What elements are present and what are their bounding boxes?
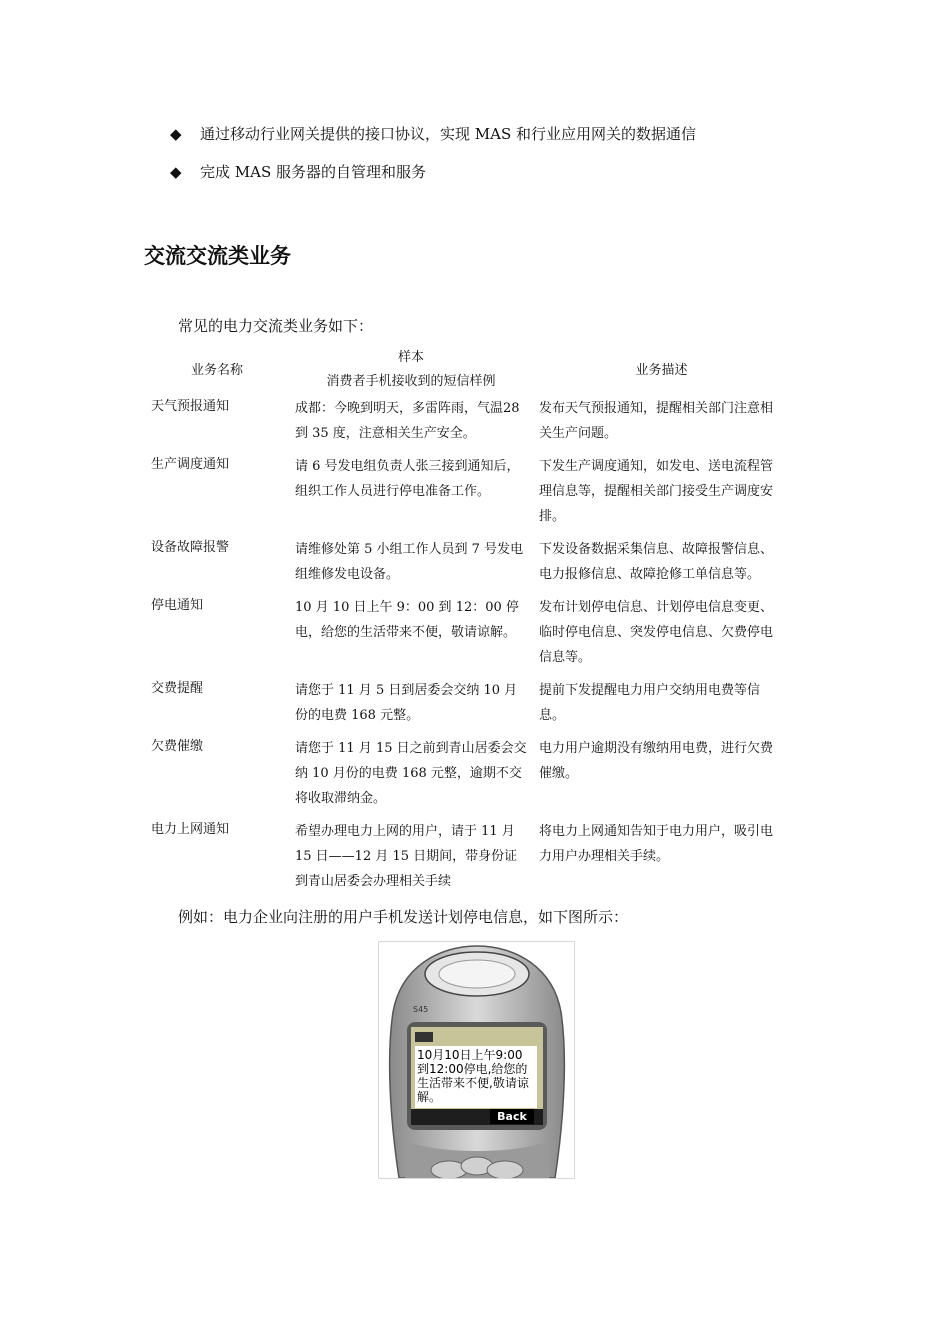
- cell-sample: 10 月 10 日上午 9：00 到 12：00 停电，给您的生活带来不便，敬请谅解。: [295, 600, 519, 640]
- diamond-bullet-icon: ◆: [170, 162, 182, 181]
- header-sample: [289, 346, 533, 394]
- bullet-text: 完成 MAS 服务器的自管理和服务: [200, 163, 427, 181]
- cell-sample: 请您于 11 月 15 日之前到青山居委会交纳 10 月份的电费 168 元整，逾期不交将收取滞纳金。: [295, 741, 527, 806]
- phone-back-button: Back: [490, 1109, 534, 1124]
- phone-model-label: S45: [413, 1005, 429, 1014]
- table-header-row: [145, 346, 790, 394]
- cell-desc: 发布计划停电信息、计划停电信息变更、临时停电信息、突发停电信息、欠费停电信息等。: [539, 600, 774, 665]
- header-name: 业务名称: [190, 362, 243, 378]
- cell-sample: 请维修处第 5 小组工作人员到 7 号发电组维修发电设备。: [295, 542, 524, 582]
- cell-desc: 发布天气预报通知，提醒相关部门注意相关生产问题。: [539, 401, 774, 441]
- bullet-item: [170, 161, 426, 182]
- bullet-item: [170, 123, 696, 144]
- cell-desc: 电力用户逾期没有缴纳用电费，进行欠费催缴。: [539, 741, 774, 781]
- section-heading: 交流交流类业务: [144, 244, 291, 268]
- table-row: [145, 535, 790, 593]
- bullet-text: 通过移动行业网关提供的接口协议，实现 MAS 和行业应用网关的数据通信: [200, 125, 697, 143]
- table-row: [145, 676, 790, 734]
- cell-name: 欠费催缴: [151, 739, 204, 754]
- cell-sample: 请您于 11 月 5 日到居委会交纳 10 月份的电费 168 元整。: [295, 683, 518, 723]
- cell-sample: 请 6 号发电组负责人张三接到通知后，组织工作人员进行停电准备工作。: [295, 459, 520, 499]
- table-row: [145, 593, 790, 676]
- table-row: [145, 734, 790, 817]
- cell-desc: 下发生产调度通知，如发电、送电流程管理信息等，提醒相关部门接受生产调度安排。: [539, 459, 774, 524]
- cell-name: 生产调度通知: [151, 457, 230, 472]
- cell-name: 电力上网通知: [151, 822, 230, 837]
- intro-text: 常见的电力交流类业务如下：: [178, 317, 374, 335]
- table-body: [145, 394, 790, 900]
- cell-desc: 下发设备数据采集信息、故障报警信息、电力报修信息、故障抢修工单信息等。: [539, 542, 774, 582]
- cell-desc: 提前下发提醒电力用户交纳用电费等信息。: [539, 683, 761, 723]
- cell-name: 停电通知: [151, 598, 204, 613]
- example-text: 例如：电力企业向注册的用户手机发送计划停电信息，如下图所示：: [178, 908, 629, 926]
- table-row: [145, 452, 790, 535]
- header-sample-bottom: 消费者手机接收到的短信样例: [326, 374, 496, 389]
- header-desc: 业务描述: [635, 362, 688, 378]
- cell-name: 天气预报通知: [151, 399, 230, 414]
- phone-message: 10月10日上午9:00到12:00停电,给您的生活带来不便,敬请谅解。: [417, 1048, 529, 1104]
- service-table: [145, 346, 790, 900]
- cell-name: 设备故障报警: [151, 540, 230, 555]
- cell-sample: 希望办理电力上网的用户，请于 11 月 15 日——12 月 15 日期间，带身份证到青山居委会办理相关手续: [295, 824, 518, 889]
- phone-image: [378, 941, 575, 1179]
- header-sample-top: 样本: [397, 350, 424, 365]
- diamond-bullet-icon: ◆: [170, 124, 182, 143]
- cell-name: 交费提醒: [151, 681, 204, 696]
- cell-sample: 成都：今晚到明天，多雷阵雨，气温28 到 35 度，注意相关生产安全。: [295, 401, 520, 441]
- table-row: [145, 817, 790, 900]
- cell-desc: 将电力上网通知告知于电力用户，吸引电力用户办理相关手续。: [539, 824, 774, 864]
- table-row: [145, 394, 790, 452]
